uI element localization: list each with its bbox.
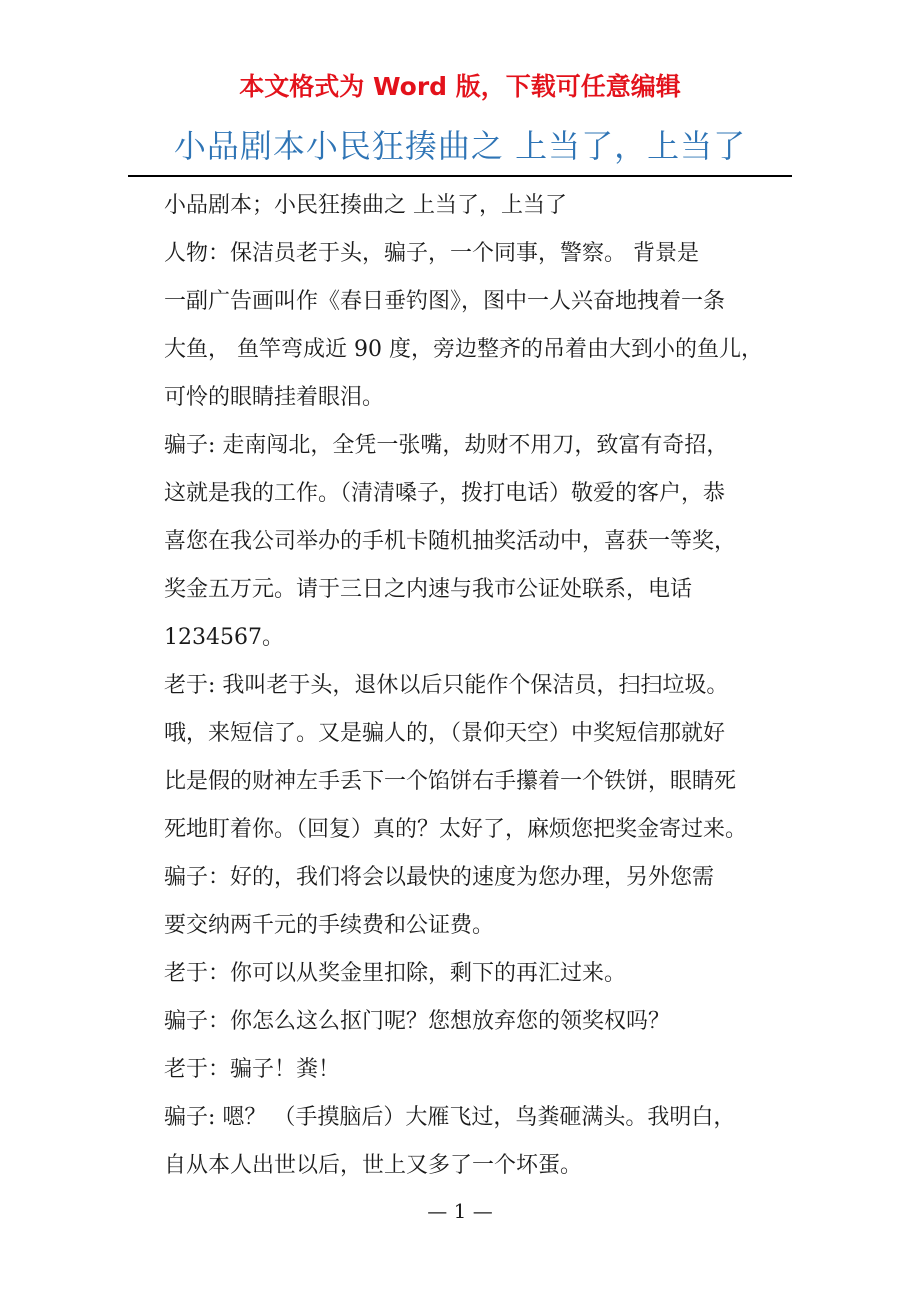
text-line: 哦，来短信了。又是骗人的，（景仰天空）中奖短信那就好 bbox=[164, 721, 726, 746]
text-line: 老于：你可以从奖金里扣除，剩下的再汇过来。 bbox=[164, 961, 627, 986]
text-line: 比是假的财神左手丢下一个馅饼右手攥着一个铁饼，眼睛死 bbox=[164, 769, 737, 794]
paragraph-intro bbox=[142, 182, 782, 230]
text-line: 骗子：你怎么这么抠门呢？您想放弃您的领奖权吗？ bbox=[164, 1009, 671, 1034]
paragraph-dialogue bbox=[142, 662, 782, 854]
title-divider bbox=[128, 175, 792, 177]
format-banner: 本文格式为 Word 版，下载可任意编辑 bbox=[239, 72, 681, 101]
paragraph-dialogue bbox=[142, 854, 782, 950]
text-line: 死地盯着你。（回复）真的？太好了，麻烦您把奖金寄过来。 bbox=[164, 817, 748, 842]
text-line: 大鱼， 鱼竿弯成近 90 度，旁边整齐的吊着由大到小的鱼儿， bbox=[164, 337, 763, 362]
page-number: — 1 — bbox=[427, 1199, 493, 1223]
text-line: 骗子: 走南闯北，全凭一张嘴，劫财不用刀，致富有奇招， bbox=[164, 433, 729, 458]
paragraph-dialogue bbox=[142, 998, 782, 1046]
text-line: 自从本人出世以后，世上又多了一个坏蛋。 bbox=[164, 1153, 583, 1178]
paragraph-dialogue bbox=[142, 950, 782, 998]
paragraph-characters bbox=[142, 230, 782, 422]
text-line: 老于: 我叫老于头，退休以后只能作个保洁员，扫扫垃圾。 bbox=[164, 673, 729, 698]
text-line: 1234567。 bbox=[164, 625, 284, 650]
document-body bbox=[142, 182, 782, 1190]
text-line: 奖金五万元。请于三日之内速与我市公证处联系，电话 bbox=[164, 577, 693, 602]
text-line: 可怜的眼睛挂着眼泪。 bbox=[164, 385, 385, 410]
text-line: 小品剧本；小民狂揍曲之 上当了，上当了 bbox=[164, 193, 567, 218]
text-line: 人物：保洁员老于头，骗子，一个同事，警察。 背景是 bbox=[164, 241, 699, 266]
paragraph-dialogue bbox=[142, 422, 782, 662]
text-line: 骗子：好的，我们将会以最快的速度为您办理，另外您需 bbox=[164, 865, 715, 890]
text-line: 骗子: 嗯？ （手摸脑后）大雁飞过，鸟粪砸满头。我明白， bbox=[164, 1105, 736, 1130]
paragraph-dialogue bbox=[142, 1046, 782, 1094]
page-title: 小品剧本小民狂揍曲之 上当了，上当了 bbox=[173, 127, 747, 165]
paragraph-dialogue bbox=[142, 1094, 782, 1190]
text-line: 要交纳两千元的手续费和公证费。 bbox=[164, 913, 495, 938]
text-line: 喜您在我公司举办的手机卡随机抽奖活动中，喜获一等奖， bbox=[164, 529, 737, 554]
text-line: 一副广告画叫作《春日垂钓图》，图中一人兴奋地拽着一条 bbox=[164, 289, 726, 314]
text-line: 这就是我的工作。（清清嗓子，拨打电话）敬爱的客户，恭 bbox=[164, 481, 726, 506]
text-line: 老于：骗子！粪！ bbox=[164, 1057, 341, 1082]
